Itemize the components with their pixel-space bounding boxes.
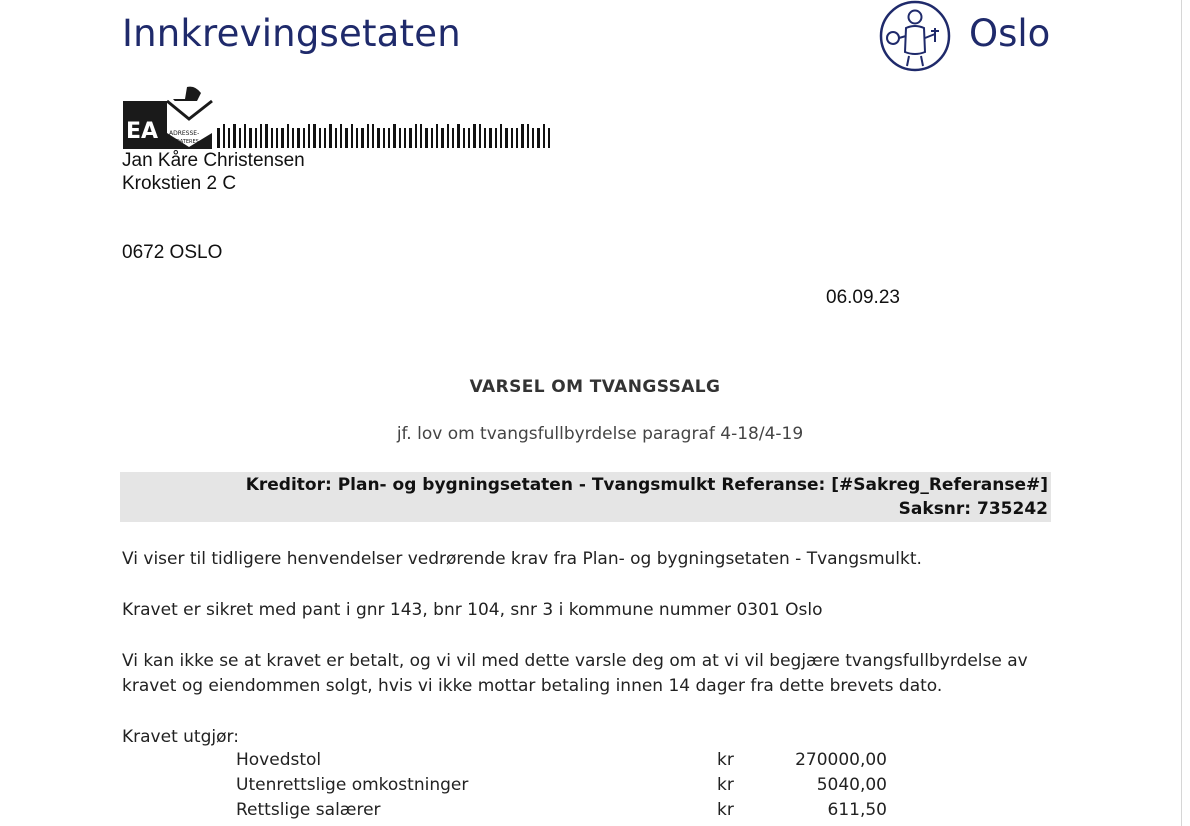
city-name: Oslo xyxy=(969,12,1051,55)
claim-label: Hovedstol xyxy=(236,750,322,770)
ea-label: EA xyxy=(126,119,159,144)
paragraph-security: Kravet er sikret med pant i gnr 143, bnr 104, snr 3 i kommune nummer 0301 Oslo xyxy=(122,600,823,620)
page-edge xyxy=(1181,0,1182,826)
case-number: Saksnr: 735242 xyxy=(898,499,1048,519)
paragraph-notice-line2: kravet og eiendommen solgt, hvis vi ikke mottar betaling innen 14 dager fra dette brevets dato. xyxy=(122,676,943,696)
org-title: Innkrevingsetaten xyxy=(122,12,461,55)
creditor-line: Kreditor: Plan- og bygningsetaten - Tvangsmulkt Referanse: [#Sakreg_Referanse#] xyxy=(245,475,1048,495)
paragraph-reference: Vi viser til tidligere henvendelser vedrørende krav fra Plan- og bygningsetaten - Tvangsmulkt. xyxy=(122,549,922,569)
claim-intro: Kravet utgjør: xyxy=(122,727,239,747)
postal-barcode xyxy=(215,124,557,148)
oslo-city-seal-icon xyxy=(879,0,951,72)
document-heading: VARSEL OM TVANGSSALG xyxy=(469,377,721,397)
claim-label: Rettslige salærer xyxy=(236,800,381,820)
claim-currency: kr xyxy=(717,775,734,795)
ea-sub-line2: OPPDATERES xyxy=(166,139,199,145)
claim-label: Utenrettslige omkostninger xyxy=(236,775,469,795)
claim-amount: 611,50 xyxy=(827,800,887,820)
creditor-box xyxy=(120,472,1051,522)
paragraph-notice-line1: Vi kan ikke se at kravet er betalt, og vi vil med dette varsle deg om at vi vil begjære tvangsfullbyrdelse av xyxy=(122,651,1028,671)
recipient-name: Jan Kåre Christensen xyxy=(122,150,305,171)
letter-date: 06.09.23 xyxy=(826,287,900,308)
recipient-postcode-city: 0672 OSLO xyxy=(122,242,223,263)
claim-amount: 270000,00 xyxy=(795,750,887,770)
document-subheading: jf. lov om tvangsfullbyrdelse paragraf 4-18/4-19 xyxy=(396,424,804,444)
claim-amount: 5040,00 xyxy=(816,775,887,795)
address-update-mark-icon xyxy=(123,85,215,150)
recipient-street: Krokstien 2 C xyxy=(122,173,237,194)
claim-currency: kr xyxy=(717,800,734,820)
claim-currency: kr xyxy=(717,750,734,770)
ea-sub-line1: ADRESSE- xyxy=(169,130,200,137)
